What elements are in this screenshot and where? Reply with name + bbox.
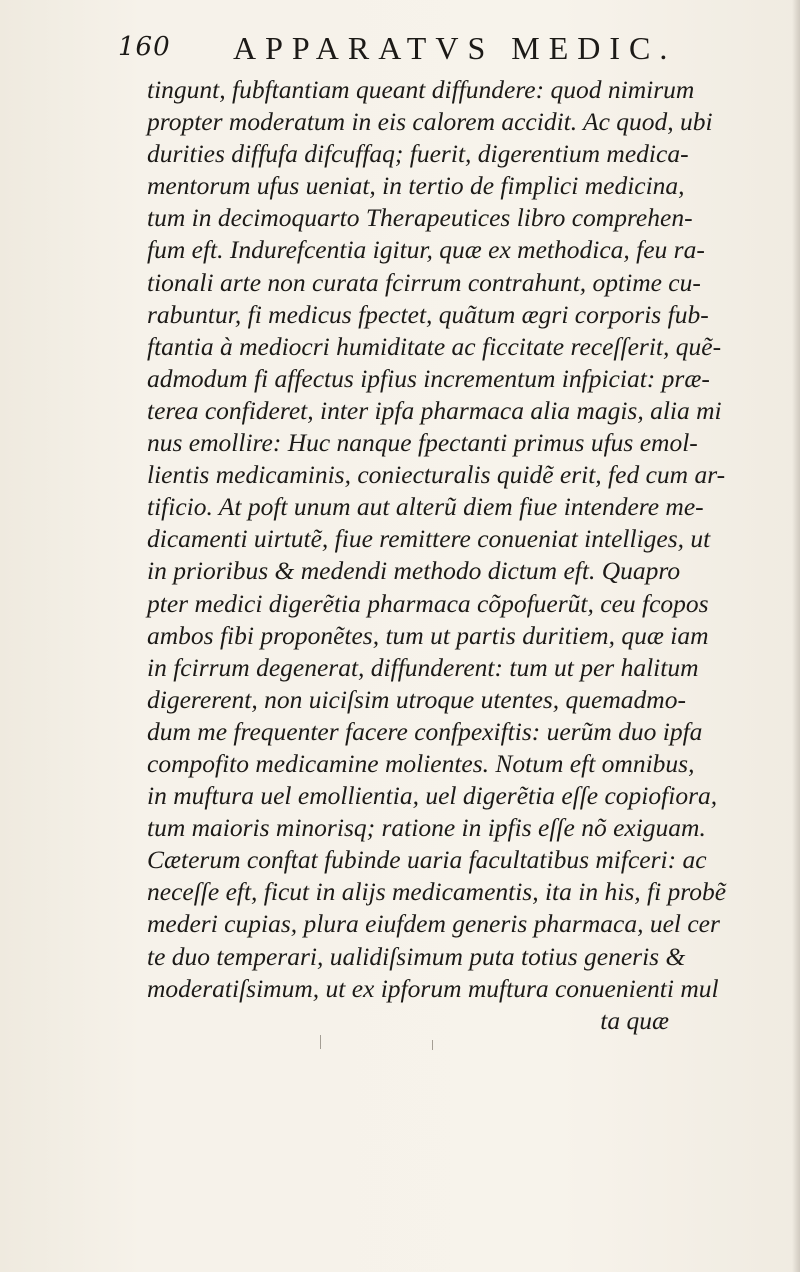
text-line: dum me frequenter facere confpexiftis: uerũm duo ipfa — [147, 716, 703, 746]
text-line: fum eft. Indurefcentia igitur, quæ ex methodica, feu ra- — [147, 235, 705, 265]
text-line: rabuntur, fi medicus fpectet, quãtum ægri corporis fub- — [147, 299, 709, 329]
page-number: 160 — [118, 32, 171, 62]
text-line: neceſſe eft, ficut in alijs medicamentis, ita in his, fi probẽ — [147, 877, 727, 907]
text-line: te duo temperari, ualidiſsimum puta totius generis & — [147, 941, 686, 971]
ink-speck — [432, 1040, 433, 1050]
text-line: dicamenti uirtutẽ, fiue remittere conueniat intelliges, ut — [147, 524, 711, 554]
text-line: in muftura uel emollientia, uel digerẽtia eſſe copiofiora, — [147, 781, 718, 811]
text-line: admodum fi affectus ipfius incrementum infpiciat: præ- — [147, 363, 710, 393]
page-edge-shadow — [792, 0, 800, 1272]
text-line: in prioribus & medendi methodo dictum eft. Quapro — [147, 556, 681, 586]
text-line: durities diffufa difcuffaq; fuerit, digerentium medica- — [147, 139, 689, 169]
text-line: terea confideret, inter ipfa pharmaca alia magis, alia mi — [147, 395, 722, 425]
text-line: in fcirrum degenerat, diffunderent: tum ut per halitum — [147, 652, 699, 682]
text-line: moderatiſsimum, ut ex ipforum muftura conuenienti mul — [147, 973, 719, 1003]
text-line: Cæterum conftat fubinde uaria facultatibus mifceri: ac — [147, 845, 707, 875]
text-line: nus emollire: Huc nanque fpectanti primus ufus emol- — [147, 428, 698, 458]
text-line: ftantia à mediocri humiditate ac ficcitate receſſerit, quẽ- — [147, 331, 722, 361]
text-line: tificio. At poft unum aut alterũ diem fiue intendere me- — [147, 492, 704, 522]
text-line: mederi cupias, plura eiufdem generis pharmaca, uel cer — [147, 909, 720, 939]
text-line: propter moderatum in eis calorem accidit. Ac quod, ubi — [147, 107, 713, 137]
text-line: tum maioris minorisq; ratione in ipfis eſſe nõ exiguam. — [147, 813, 706, 843]
text-line: lientis medicaminis, coniecturalis quidẽ erit, fed cum ar- — [147, 460, 726, 490]
text-line: ambos fibi proponẽtes, tum ut partis duritiem, quæ iam — [147, 620, 709, 650]
text-line: compofito medicamine molientes. Notum eft omnibus, — [147, 748, 695, 778]
text-line: mentorum ufus ueniat, in tertio de fimplici medicina, — [147, 171, 685, 201]
text-line: tingunt, fubftantiam queant diffundere: quod nimirum — [147, 75, 695, 104]
text-line: tionali arte non curata fcirrum contrahunt, optime cu- — [147, 267, 701, 297]
ink-speck — [320, 1035, 321, 1049]
body-text — [147, 74, 727, 1037]
text-line: tum in decimoquarto Therapeutices libro comprehen- — [147, 203, 693, 233]
page-header — [118, 30, 690, 70]
text-line: pter medici digerẽtia pharmaca cõpofuerũt, ceu fcopos — [147, 588, 709, 618]
catchword: ta quæ — [600, 1005, 669, 1035]
text-line: digererent, non uiciſsim utroque utentes, quemadmo- — [147, 684, 686, 714]
running-head: APPARATVS MEDIC. — [233, 30, 677, 66]
